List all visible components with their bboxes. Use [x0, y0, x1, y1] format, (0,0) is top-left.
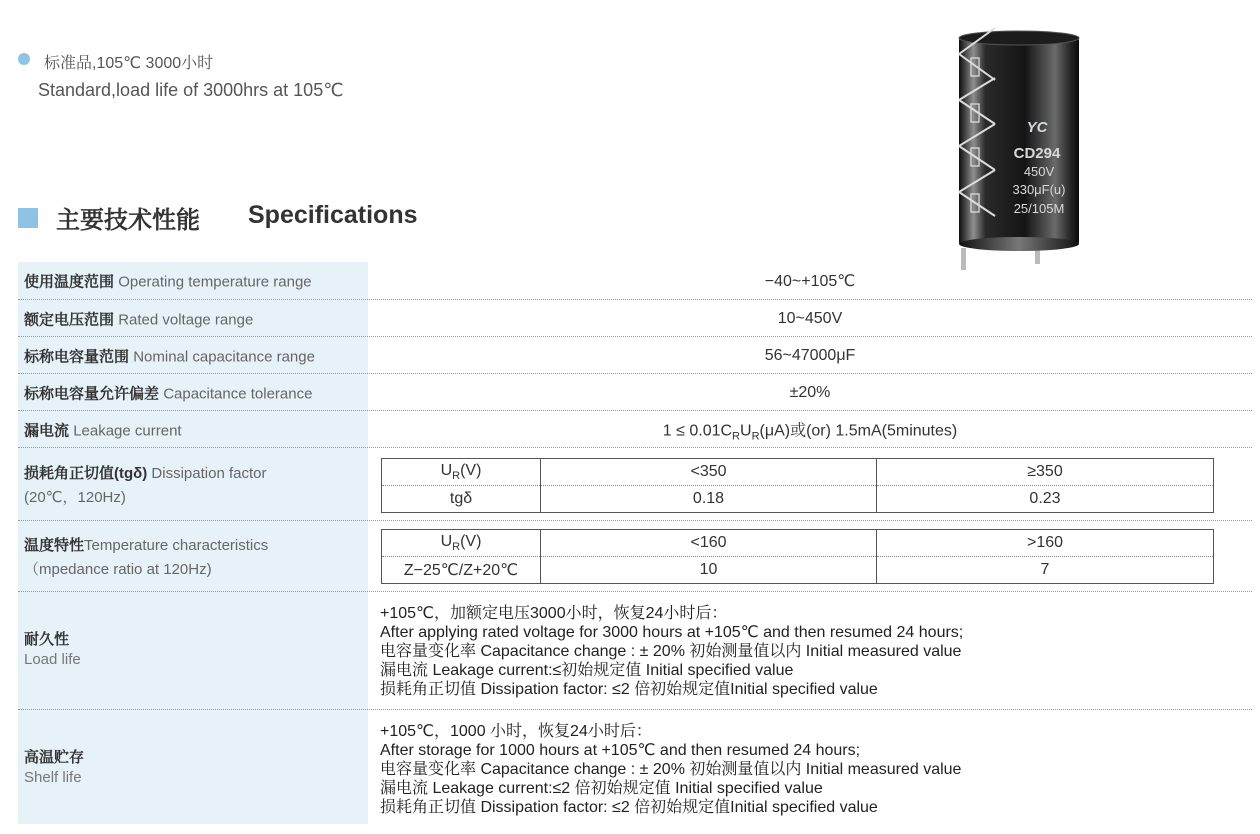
- capacitor-logo: YC: [1026, 119, 1048, 136]
- section-title-zh: 主要技术性能: [56, 207, 200, 234]
- subtable-cell: 0.18: [541, 486, 877, 513]
- spec-label-cell: [18, 337, 368, 374]
- dissipation-subtable: [381, 458, 1214, 513]
- spec-row-shelf-life: [18, 710, 1252, 824]
- text-line: +105℃，1000 小时，恢复24小时后：: [380, 723, 652, 740]
- text-line: 损耗角正切值 Dissipation factor: ≤2 倍初始规定值Initial specified value: [380, 681, 878, 698]
- capacitor-code: 25/105M: [1013, 201, 1065, 216]
- spec-row-operating-temp: [18, 262, 1252, 300]
- text-line: 漏电流 Leakage current:≤2 倍初始规定值 Initial specified value: [380, 780, 823, 797]
- subtable-cell: 10: [541, 557, 877, 584]
- section-title-en: Specifications: [248, 201, 418, 229]
- capacitor-voltage: 450V: [1023, 164, 1055, 179]
- intro-line-en: Standard,load life of 3000hrs at 105℃: [38, 80, 344, 100]
- spec-value: −40~+105℃: [764, 273, 856, 290]
- spec-value: ±20%: [789, 383, 831, 401]
- leakage-formula: $1 \le 0.01C_RU_R(\mu A)$或(or) 1.5mA(5minutes): [662, 421, 958, 443]
- subtable-header-row: [382, 530, 1214, 557]
- spec-row-temperature-characteristics: [18, 521, 1252, 592]
- temperature-subtable: [381, 529, 1214, 584]
- spec-row-load-life: [18, 592, 1252, 710]
- spec-row-rated-voltage: [18, 300, 1252, 337]
- label-en: Nominal capacitance range: [133, 348, 315, 365]
- label-condition: (20℃，120Hz): [24, 489, 126, 506]
- subtable-header-row: [382, 459, 1214, 486]
- label-zh: 使用温度范围: [24, 273, 115, 291]
- label-en: Dissipation factor: [151, 465, 267, 482]
- subtable-cell: 0.23: [877, 486, 1214, 513]
- label-zh: 温度特性: [24, 537, 85, 554]
- subtable-cell: >160: [877, 530, 1214, 557]
- bullet-dot-icon: [18, 53, 30, 65]
- intro-line-zh: 标准品,105℃ 3000小时: [44, 55, 214, 72]
- spec-label-cell: [18, 592, 368, 710]
- subtable-cell: ≥350: [877, 459, 1214, 486]
- spec-label-cell: [18, 374, 368, 411]
- spec-label-cell: [18, 448, 368, 521]
- label-zh: 漏电流: [24, 422, 70, 439]
- subtable-value-row: [382, 486, 1214, 513]
- spec-label-cell: [18, 411, 368, 448]
- label-zh: 耐久性: [24, 631, 70, 648]
- subtable-cell: 7: [877, 557, 1214, 584]
- load-life-text: [380, 604, 963, 699]
- text-line: 电容量变化率 Capacitance change : ± 20% 初始测量值以内 Initial measured value: [380, 761, 962, 778]
- text-line: After applying rated voltage for 3000 hours at +105℃ and then resumed 24 hours;: [380, 624, 964, 641]
- label-en: Operating temperature range: [118, 273, 312, 291]
- label-en: Temperature characteristics: [84, 537, 269, 554]
- text-line: 损耗角正切值 Dissipation factor: ≤2 倍初始规定值Initial specified value: [380, 799, 878, 816]
- text-line: 电容量变化率 Capacitance change : ± 20% 初始测量值以内 Initial measured value: [380, 643, 962, 660]
- capacitor-bottom: [959, 237, 1079, 251]
- label-en: Leakage current: [73, 422, 182, 439]
- label-en: Shelf life: [24, 769, 82, 786]
- spec-value: 10~450V: [777, 309, 843, 327]
- spec-label-cell: [18, 262, 368, 300]
- subtable-cell: <350: [541, 459, 877, 486]
- spec-label-cell: [18, 710, 368, 824]
- spec-label-cell: [18, 521, 368, 592]
- subtable-cell: $U_R(V)$: [382, 530, 541, 557]
- spec-row-nominal-capacitance: [18, 337, 1252, 374]
- subtable-cell: <160: [541, 530, 877, 557]
- label-zh: 损耗角正切值(tgδ): [24, 465, 148, 482]
- label-condition: （mpedance ratio at 120Hz): [24, 561, 212, 578]
- text-line: +105℃，加额定电压3000小时，恢复24小时后：: [380, 605, 728, 622]
- label-en: Rated voltage range: [118, 311, 254, 328]
- spec-label-cell: [18, 300, 368, 337]
- spec-row-dissipation-factor: [18, 448, 1252, 521]
- label-en: Load life: [24, 651, 81, 668]
- label-zh: 标称电容量范围: [24, 348, 130, 365]
- text-line: 漏电流 Leakage current:≤初始规定值 Initial specified value: [380, 662, 794, 679]
- subtable-cell: $U_R(V)$: [382, 459, 541, 486]
- capacitor-product-image: [955, 28, 1083, 274]
- subtable-cell: Z−25℃/Z+20℃: [403, 562, 519, 579]
- spec-value: 56~47000μF: [764, 346, 856, 364]
- label-zh: 高温贮存: [24, 749, 85, 766]
- text-line: After storage for 1000 hours at +105℃ and then resumed 24 hours;: [380, 742, 861, 759]
- capacitor-series: CD294: [1013, 145, 1061, 162]
- subtable-value-row: [382, 557, 1214, 584]
- spec-row-capacitance-tolerance: [18, 374, 1252, 411]
- capacitor-capacitance: 330μF(u): [1012, 182, 1066, 197]
- shelf-life-text: [380, 722, 961, 817]
- label-zh: 额定电压范围: [24, 311, 115, 328]
- square-bullet-icon: [18, 208, 38, 228]
- capacitor-top: [959, 31, 1079, 45]
- subtable-cell: tgδ: [449, 490, 473, 507]
- label-en: Capacitance tolerance: [163, 385, 313, 402]
- label-zh: 标称电容量允许偏差: [24, 385, 160, 402]
- spec-row-leakage-current: [18, 411, 1252, 448]
